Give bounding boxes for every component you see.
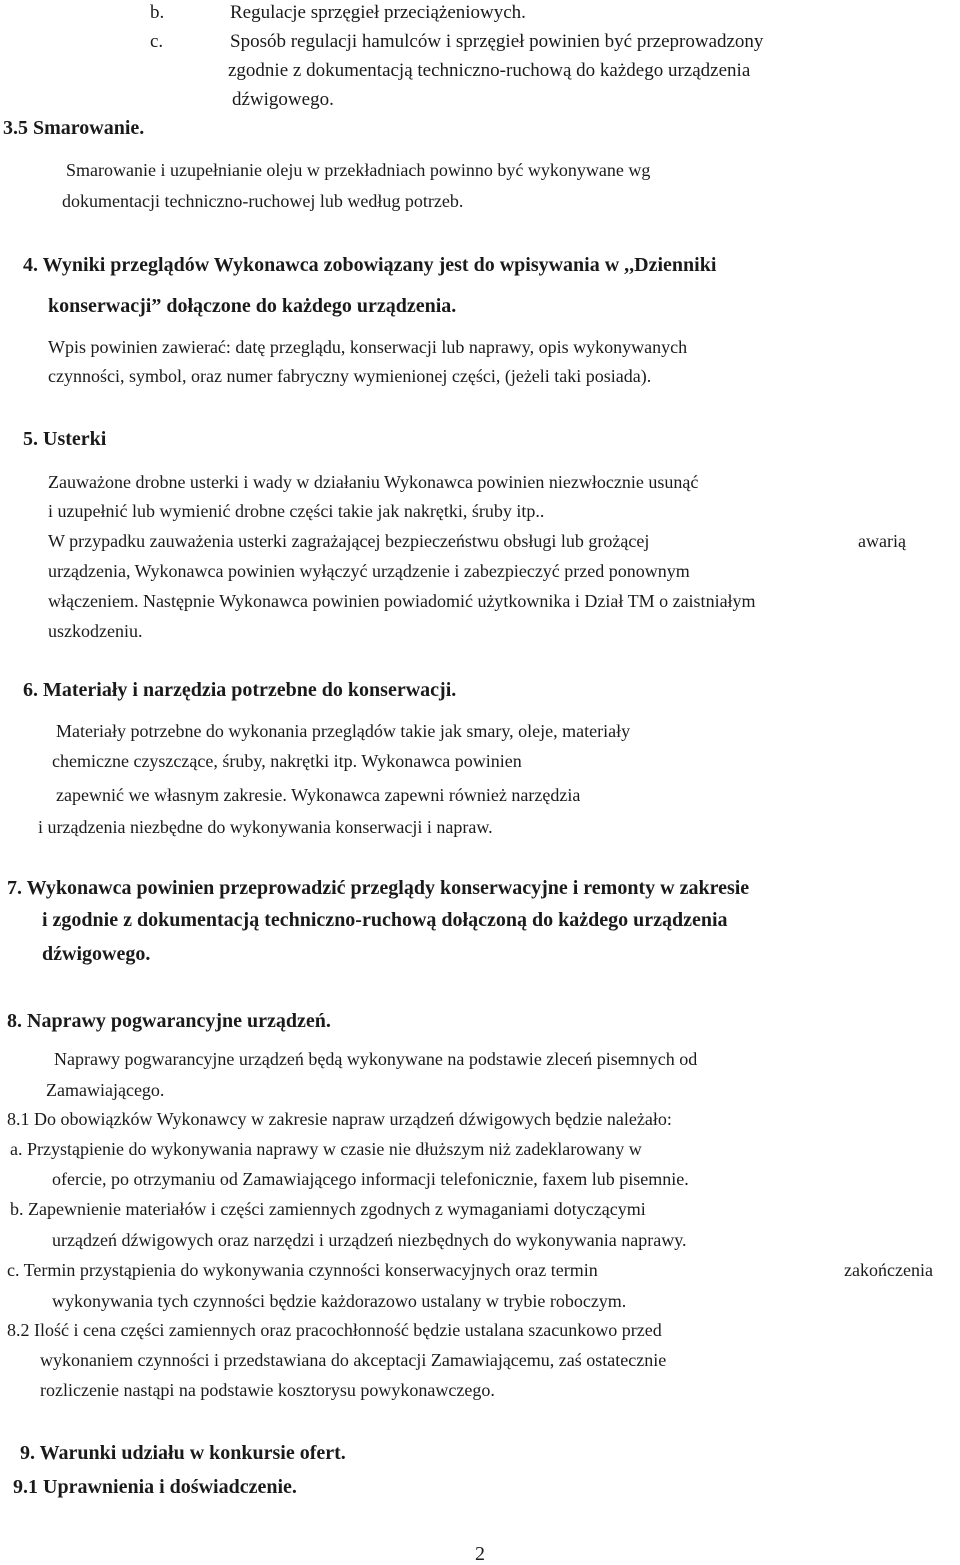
paragraph-line: wykonaniem czynności i przedstawiana do akceptacji Zamawiającemu, zaś ostatecznie [40,1350,667,1370]
paragraph-line: zakończenia [844,1260,933,1280]
section-heading: 9. Warunki udziału w konkursie ofert. [20,1442,346,1464]
section-heading: 6. Materiały i narzędzia potrzebne do konserwacji. [23,679,457,701]
list-item: b. Zapewnienie materiałów i części zamiennych zgodnych z wymaganiami dotyczącymi [10,1199,646,1219]
paragraph-line: dźwigowego. [232,89,334,110]
paragraph-line: dokumentacji techniczno-ruchowej lub według potrzeb. [62,191,464,211]
list-marker-c: c. [150,31,164,52]
section-heading: 7. Wykonawca powinien przeprowadzić przeglądy konserwacyjne i remonty w zakresie [7,877,750,899]
paragraph-line: rozliczenie nastąpi na podstawie kosztorysu powykonawczego. [40,1380,495,1400]
paragraph-line: ofercie, po otrzymaniu od Zamawiającego informacji telefonicznie, faxem lub pisemnie. [52,1169,689,1189]
section-heading: 4. Wyniki przeglądów Wykonawca zobowiązany jest do wpisywania w ,,Dzienniki [23,254,717,276]
paragraph-line: zapewnić we własnym zakresie. Wykonawca zapewni również narzędzia [56,785,581,805]
paragraph-line: i uzupełnić lub wymienić drobne części takie jak nakrętki, śruby itp.. [48,501,545,521]
section-heading: dźwigowego. [42,943,151,965]
paragraph-line: 8.2 Ilość i cena części zamiennych oraz pracochłonność będzie ustalana szacunkowo przed [7,1320,662,1340]
paragraph-line: Sposób regulacji hamulców i sprzęgieł powinien być przeprowadzony [230,31,764,52]
paragraph-line: Smarowanie i uzupełnianie oleju w przekładniach powinno być wykonywane wg [66,160,651,180]
paragraph-line: urządzeń dźwigowych oraz narzędzi i urządzeń niezbędnych do wykonywania naprawy. [52,1230,687,1250]
list-item: a. Przystąpienie do wykonywania naprawy w czasie nie dłuższym niż zadeklarowany w [10,1139,642,1159]
paragraph-line: awarią [858,531,906,551]
section-heading: 8. Naprawy pogwarancyjne urządzeń. [7,1010,331,1032]
list-item: c. Termin przystąpienia do wykonywania czynności konserwacyjnych oraz termin [7,1260,598,1280]
paragraph-line: Regulacje sprzęgieł przeciążeniowych. [230,2,526,23]
paragraph-line: urządzenia, Wykonawca powinien wyłączyć urządzenie i zabezpieczyć przed ponownym [48,561,690,581]
paragraph-line: Wpis powinien zawierać: datę przeglądu, konserwacji lub naprawy, opis wykonywanych [48,337,688,357]
paragraph-line: Zamawiającego. [46,1080,165,1100]
section-heading: 3.5 Smarowanie. [3,117,145,139]
section-heading: i zgodnie z dokumentacją techniczno-ruchową dołączoną do każdego urządzenia [42,909,728,931]
paragraph-line: 8.1 Do obowiązków Wykonawcy w zakresie napraw urządzeń dźwigowych będzie należało: [7,1109,672,1129]
paragraph-line: czynności, symbol, oraz numer fabryczny wymienionej części, (jeżeli taki posiada). [48,366,652,386]
paragraph-line: Materiały potrzebne do wykonania przeglądów takie jak smary, oleje, materiały [56,721,631,741]
paragraph-line: Naprawy pogwarancyjne urządzeń będą wykonywane na podstawie zleceń pisemnych od [54,1049,698,1069]
paragraph-line: uszkodzeniu. [48,621,143,641]
paragraph-line: chemiczne czyszczące, śruby, nakrętki itp. Wykonawca powinien [52,751,522,771]
paragraph-line: i urządzenia niezbędne do wykonywania konserwacji i napraw. [38,817,493,837]
section-heading: 5. Usterki [23,428,107,450]
paragraph-line: włączeniem. Następnie Wykonawca powinien powiadomić użytkownika i Dział TM o zaistniałym [48,591,756,611]
paragraph-line: wykonywania tych czynności będzie każdorazowo ustalany w trybie roboczym. [52,1291,627,1311]
paragraph-line: W przypadku zauważenia usterki zagrażającej bezpieczeństwu obsługi lub grożącej [48,531,650,551]
section-heading: konserwacji” dołączone do każdego urządzenia. [48,295,457,317]
list-marker-b: b. [150,2,165,23]
page-number: 2 [475,1543,485,1565]
paragraph-line: Zauważone drobne usterki i wady w działaniu Wykonawca powinien niezwłocznie usunąć [48,472,699,492]
paragraph-line: zgodnie z dokumentacją techniczno-ruchową do każdego urządzenia [228,60,751,81]
section-heading: 9.1 Uprawnienia i doświadczenie. [13,1476,297,1498]
